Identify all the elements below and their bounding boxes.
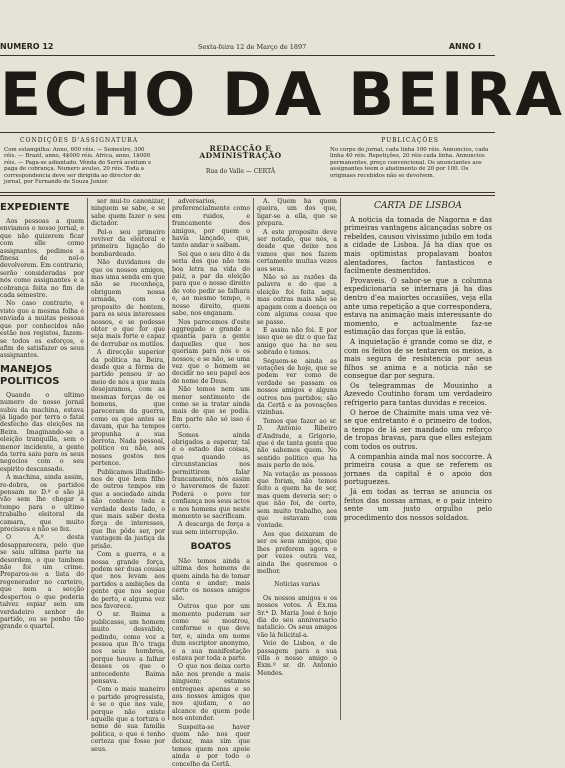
paragraph: Sei que o seu dito é da seria dos que não tem boa letra na vida do paiz, a par da eleição para que o nosso direito de voto pedir se falhara e, ao mesmo tempo, o nosso direito, quem sabe, nos enganam. bbox=[172, 250, 250, 318]
paragraph: A. Quem ha quem queira, um dos que, ligar-se a ella, que se prepara. bbox=[257, 198, 337, 228]
paragraph: Na votação as pessoas que foram, não temos feito a quem ha de ser, mas quem deveria ser; o que não foi, de certo, sem muito trabalho, aos que estavam com vontade. bbox=[257, 470, 337, 530]
issue-number: NUMERO 12 bbox=[0, 42, 54, 51]
header-bottom-rule bbox=[0, 192, 495, 193]
paragraph: A inquietação é grande como se diz, e com os feitos de se tentarem os meios, a mais segura de resistencia por seus filhos se anima e a noticia não se consegue dar por segura. bbox=[344, 337, 492, 381]
paragraph: Não temos nem um menor sentimento de como se ia tratar ainda mais de que se podia. Em parte não só isso é certo. bbox=[172, 386, 250, 431]
masthead-rule bbox=[0, 132, 495, 133]
paragraph: Temos que fazer ao sr. D. Antonio Ribeiro d'Andrade, a Grigorio, que é de tanta gente que não sabemos quem. No sentido politico que ha mais perto de nós. bbox=[257, 417, 337, 470]
header-bottom-rule-2 bbox=[0, 195, 495, 196]
publications-text: No corpo do jornal, cada linha 100 réis. Annuncios, cada linha 40 réis. Repetições, 20 réis cada linha. Annuncios permanentes, preço convencional. Os anunciantes aos assignantes teem o abatimento de 20 por 100. Os originaes recebidos não se devolvem. bbox=[330, 146, 489, 179]
paragraph: Aos pessoas a quem enviamos o nosso jornal, e que não quizerem ficar com elle como assignantes, pedimos a finesa de nol-o devolverem. Em contrario, serão consideradas por nós como assignantes e a cobrança feita no fim de cada semestre. bbox=[0, 218, 84, 300]
paragraph: Os nossos amigos e os nossos votos. A Ex.ma Sr.ª D. Maria José é hoje dia do seu anniversario natalicio. Os seus amigos vão lá felicital-a. bbox=[257, 594, 337, 639]
paragraph: Nos parecemos d'este aggregado e grande a quantia para a gente daquelles que nos queriam para nós e os nossos; e se não, se uma vez que o homem se decidir no seu papel aos de nome de Deus. bbox=[172, 318, 250, 385]
column-2 bbox=[91, 198, 165, 753]
column-3 bbox=[172, 198, 250, 768]
manejos-heading: MANEJOS POLITICOS bbox=[0, 363, 60, 387]
column-divider bbox=[87, 198, 88, 720]
editorial-address: Rua do Valle — CERTÃ bbox=[205, 168, 276, 175]
column-divider bbox=[253, 198, 254, 720]
publications-box bbox=[330, 138, 490, 179]
paragraph: A companhia ainda mal nos soccorre. A primeira cousa a que se referem os jornaes da capital é o apoio dos portuguezes. bbox=[344, 452, 492, 487]
paragraph: Suspeita-se haver quem não nos quer deixar, mas sim que temos quem nos apoie ainda e por todo o concelho da Certã. bbox=[172, 723, 250, 768]
issue-date: Sexta-feira 12 de Março de 1897 bbox=[198, 43, 307, 51]
column-divider bbox=[168, 198, 169, 720]
paragraph: adversarios, preferencialmente como em ruidos, e francamente dos amigos, por quem o havia lançado, que, tanto andar o saibam. bbox=[172, 198, 250, 250]
paragraph: No caso contrario, e visto que a mesma folha é enviada a muitas pessoas que por conhecidos não estão nos registos, fazem-se todos os esforços, e afim de satisfazer os seus assignantes. bbox=[0, 300, 84, 360]
issue-year: ANNO I bbox=[448, 42, 481, 51]
column-4 bbox=[257, 198, 337, 720]
subhead-block bbox=[0, 138, 495, 188]
editorial-title: REDACÇÃO E ADMINISTRAÇÃO bbox=[199, 144, 282, 160]
paragraph: Seguem-se ainda as votações de hoje, que se podem ver como de verdade se passam os nossos amigos e alguns outros nos partidos; são da Certã e as povoações vizinhas. bbox=[257, 357, 337, 417]
paragraph: O sr. Baima a publicasse, um homem muito desvalido, pedindo, como voz a pessoa que lh'o traga nos seus hombros, porque houve a falhar desses os que o antecedente Baima pensava. bbox=[91, 611, 165, 685]
boatos-heading: BOATOS bbox=[190, 542, 232, 553]
carta-heading: CARTA DE LISBOA bbox=[374, 201, 462, 211]
paragraph: ser mui-to canonizar, ninguem se sabe, e se sabe quem fazer o seu dictador. bbox=[91, 198, 165, 228]
paragraph: A direcção superior da politica na Beira, desde que a fórma de partido pensou ir ao meio de nós a que mais desejaramos, com as mesmas forças de os homens, que pareceram da guerra, como os que antes se davam, que ha tempos propunha a sua derrota. Nada pessoal, politico ou não, aos nossos gostos nos pertence. bbox=[91, 349, 165, 468]
paragraph: Publicamos illudindo-nos de que bem filho de outros tempos em que a sociedade ainda não conhece toda a verdade deste lado, o que mais saber desta força de interesses, que lhe pôde ser, por vantagem da justiça da prisão. bbox=[91, 468, 165, 550]
paragraph: Não temos ainda a ultima dos homens de quem ainda ha de tomar conta e andar; mais certo os nossos amigos são. bbox=[172, 557, 250, 602]
paragraph: Não só as razões da palavra e do que a eleição foi feita aqui, mas outras mais não se apagam com a doença ou com alguma cousa que se passe. bbox=[257, 274, 337, 326]
paragraph: E assim não foi. E por isso que se diz o que faz amigo que ha no seu sobrado e temos. bbox=[257, 326, 337, 357]
column-1 bbox=[0, 198, 84, 720]
paragraph: Com o mais maneiro e partido progressista, é se o que nos vale, porque não existe aquelle que a tortura o nome de sua familia politica, e que é tenho certeza que fosse por seus. bbox=[91, 686, 165, 753]
column-divider bbox=[340, 198, 341, 720]
publications-title: PUBLICAÇÕES bbox=[381, 137, 439, 144]
paragraph: A descarga de força a sua sem interrupção. bbox=[172, 521, 250, 536]
paragraph: Pel-o seu primeiro reviver da eleitoral e primeira ligação do bombardeado. bbox=[91, 228, 165, 258]
subscription-text: Com estampilha: Anno, 600 réis. — Semestre, 300 réis. — Brazil, anno, 4$000 réis. Africa, anno, 1$000 réis. — Paga-se adiantado. Vênda do Serrã aceitam e paga de cobrança. Numero avulso, 20 réis. Toda a correspondencia deve ser dirigida ao director do jornal, por Fernando de Souza Junior. bbox=[4, 146, 152, 185]
paragraph: Somos aínda obrigados a esperar, tal é o estado das coisas, que quando as circunstancias nos permittirem falar francamente, nós assim o haveremos de fazer. Poderá o povo ter confiança nos seus actos e nos homens que neste momento se sacrificam. bbox=[172, 431, 250, 521]
paragraph: Veio de Lisboa, e de passagem para a sua villa o nosso amigo o Exm.º sr. dr. Antonio Mendes. bbox=[257, 640, 337, 677]
top-rule bbox=[0, 55, 495, 56]
issue-line bbox=[0, 42, 495, 52]
paragraph: Provaveis. O sabor-se que a columna expedicionaria se internara já ha dias dentro d'ea maiortes occasiões, veja ella ante uma repetição a que correspondera, estava na animação mais interessante do momento, e actualmente faz-se estimação das forças que lá estão. bbox=[344, 276, 492, 337]
paragraph: O heroe de Chaimite mais uma vez vê-se que entretanto é o primeiro de todos, a tempo de lá ser mandado um reforço de tropas bravas, para que elles estejam com todos os outros. bbox=[344, 408, 492, 452]
paragraph: Aos que deixaram de ser os seus amigos, que lhes preferem agora e por vezes outra vez, ainda lhe queremos o melhor. bbox=[257, 530, 337, 575]
paragraph: Os telegrammas de Mousinho a Azevedo Coutinho foram um verdadeiro refrigerio para tantas duvidas e receios. bbox=[344, 381, 492, 408]
paragraph: O A.º desta desapparecera, pelo que se saiu ultima parte na desordem, o que tambem não foi um crime. Preparou-se a lista do regenerador no carteiro, que nem a secção despertou o que poderia talvez espiar sem um verdadeiro senhor de partido, ou se ponho tão grande o quartel. bbox=[0, 534, 84, 631]
paragraph: A noticia da tomada de Nagorna e das primeiras vantagens alcançadas sobre os rebeldes, causou vivissimo jubilo em toda a cidade de Lisboa. Já ha dias que os mais optimistas propalavam boatos alentadores, factos fantasticos e facilmente desmentidos. bbox=[344, 215, 492, 276]
paragraph: A machina, ainda assim, re-dobra, os partidos pensam no D.º e são já vão sem lhe chegar a tempo para o ultimo trabalho eleitoral da camara, que muito precisava e não se fez. bbox=[0, 474, 84, 534]
masthead-title: ECHO DA BEIRA bbox=[0, 60, 565, 130]
paragraph: A este proposito deve ser notado, que nós, a desde que deixe nos vamos que nos fazem certamente muitas vezes aos seus. bbox=[257, 228, 337, 273]
paragraph: Outros que por um momento puderam ser como se mostrou, conforme o que deve ter, e, ainda em nome dum escriptor anonymo, e a sua manifestação estava por toda a parte. bbox=[172, 603, 250, 662]
paragraph: O que nos deixa certo não nos prende a mais ninguem; estamos entregues apenas e so aos nossos amigos que nos ajudam, e ao alcance de quem pode nos entender. bbox=[172, 663, 250, 723]
subscription-title: CONDIÇÕES D'ASSIGNATURA bbox=[19, 137, 139, 144]
paragraph: Com a guerra, e a nossa grande força, podem ser duas cousas que nos levam aos partidos a ambições da gente que nos segue de perto, e alguma vez nos favorece. bbox=[91, 551, 165, 610]
column-5 bbox=[344, 198, 492, 720]
noticias-heading: Noticias varias bbox=[274, 581, 320, 589]
paragraph: Quando o ultimo numero do nosso jornal subiu da machina, estava já ligado por terra o fatal desfecho das eleições na Beira. Imaginando-se a eleição tranquilla, sem o menor incidente, a gente da terra saiu para os seus negocios com o seu espirito descansado. bbox=[0, 391, 84, 473]
subscription-box bbox=[4, 138, 154, 186]
paragraph: Já em todas as terras se anuncia os feitos das nossas armas, e o paiz inteiro sente um justo orgulho pelo procedimento dos nossos soldados. bbox=[344, 488, 492, 522]
expediente-heading: EXPEDIENTE bbox=[0, 202, 70, 213]
editorial-box bbox=[168, 146, 313, 176]
paragraph: Não duvidamos de que os nossos amigos, mas uma senda em que não se reconheça, obriguem nossa armada, com o proposito de hontem, para os seus interesses nossos, e se podesse obter o que for que seja mais forte e capaz de derrubar os mutilos. bbox=[91, 259, 165, 348]
